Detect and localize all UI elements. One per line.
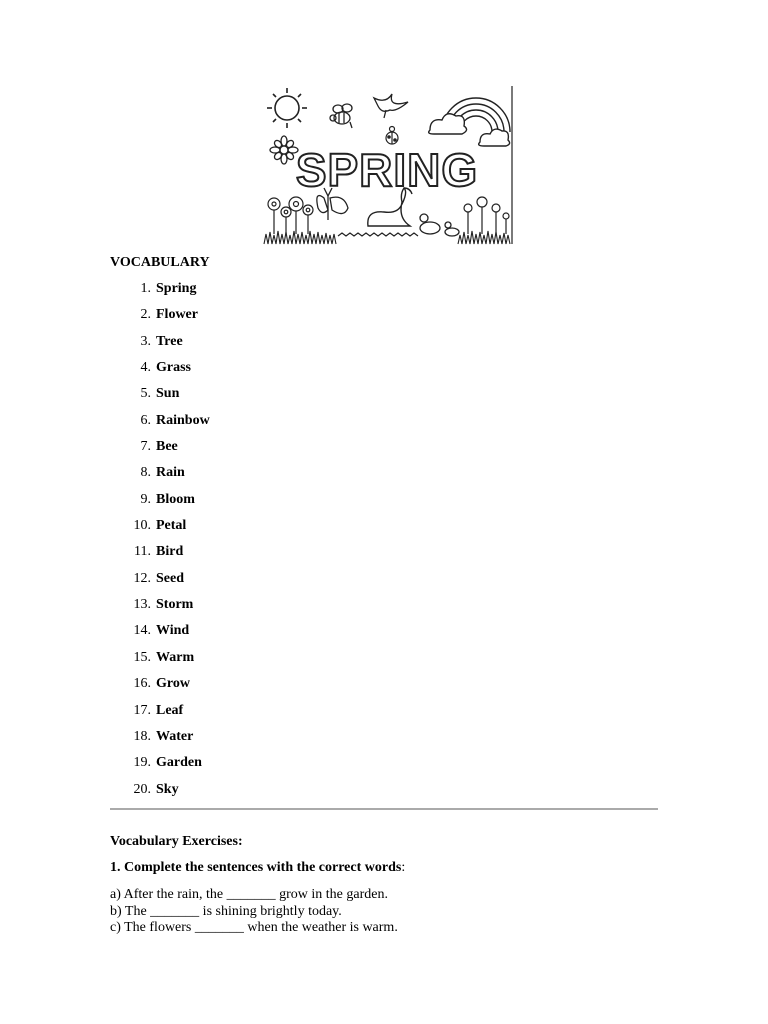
spring-illustration	[262, 84, 514, 246]
vocab-item	[110, 360, 410, 386]
vocab-item	[110, 465, 410, 491]
cloud-icon	[429, 114, 510, 146]
vocab-item	[110, 597, 410, 623]
vocab-item	[110, 439, 410, 465]
vocab-number: 20.	[133, 781, 151, 797]
vocab-word: Sky	[156, 781, 179, 797]
vocab-item	[110, 386, 410, 412]
vocab-word: Petal	[156, 518, 187, 534]
vocab-word: Tree	[156, 333, 183, 349]
vocab-word: Bee	[156, 439, 178, 455]
vocab-number: 10.	[133, 518, 151, 534]
vocab-item	[110, 281, 410, 307]
vocab-number: 17.	[133, 702, 151, 718]
vocabulary-list	[110, 281, 410, 808]
vocab-item	[110, 703, 410, 729]
vocab-number: 11.	[134, 544, 151, 560]
vocab-word: Sun	[156, 386, 180, 402]
vocab-number: 19.	[133, 755, 151, 771]
vocab-word: Storm	[156, 597, 194, 613]
bee-icon	[330, 104, 352, 128]
vocab-number: 3.	[140, 333, 151, 349]
vocab-item	[110, 334, 410, 360]
vocab-number: 1.	[140, 281, 151, 296]
vocab-word: Grass	[156, 360, 191, 376]
vocab-word: Rain	[156, 465, 185, 481]
exercise-instruction	[110, 860, 405, 876]
flowers-row-icon	[268, 197, 313, 234]
vocab-word: Grow	[156, 676, 190, 692]
vocab-number: 13.	[133, 597, 151, 613]
vocab-item	[110, 492, 410, 518]
vocab-number: 5.	[140, 386, 151, 402]
flower-icon	[270, 136, 298, 164]
exercises-title: Vocabulary Exercises:	[110, 834, 243, 849]
vocab-word: Warm	[156, 649, 195, 665]
water-waves-icon	[338, 233, 418, 236]
vocab-number: 7.	[140, 439, 151, 455]
exercise-instruction-text: 1. Complete the sentences with the correct words	[110, 860, 402, 875]
section-divider	[110, 808, 658, 810]
vocab-number: 16.	[133, 676, 151, 692]
bird-icon	[374, 94, 408, 118]
exercise-instruction-suffix: :	[401, 860, 406, 875]
vocab-word: Bird	[156, 544, 184, 560]
vocab-number: 6.	[140, 412, 151, 428]
vocab-item	[110, 571, 410, 597]
vocab-word: Leaf	[156, 702, 184, 718]
vocab-item	[110, 729, 410, 755]
ladybug-icon	[386, 127, 398, 145]
vocab-number: 14.	[133, 623, 151, 639]
vocab-word: Seed	[156, 570, 184, 586]
exercise-sentence: b) The _______ is shining brightly today.	[110, 903, 342, 919]
vocab-word: Rainbow	[156, 412, 210, 428]
vocab-number: 8.	[140, 465, 151, 481]
vocab-number: 15.	[133, 649, 151, 665]
grass-icon	[264, 231, 510, 244]
vocab-word: Wind	[156, 623, 190, 639]
vocab-number: 18.	[133, 728, 151, 744]
exercise-sentence: a) After the rain, the _______ grow in the garden.	[110, 887, 388, 902]
vocab-number: 12.	[133, 570, 151, 586]
duck-icon	[420, 214, 459, 236]
vocab-item	[110, 413, 410, 439]
vocab-word: Garden	[156, 755, 202, 771]
vocab-item	[110, 623, 410, 649]
vocab-item	[110, 650, 410, 676]
sun-icon	[267, 88, 307, 128]
vocab-word: Water	[156, 728, 194, 744]
vocab-word: Flower	[156, 307, 198, 323]
vocab-word: Spring	[156, 281, 197, 296]
vocab-item	[110, 755, 410, 781]
exercise-sentences	[110, 887, 398, 937]
vocab-number: 9.	[140, 491, 151, 507]
vocab-number: 4.	[140, 360, 151, 376]
vocab-item	[110, 782, 410, 808]
vocab-item	[110, 307, 410, 333]
vocab-item	[110, 518, 410, 544]
vocab-word: Bloom	[156, 491, 195, 507]
vocab-item	[110, 544, 410, 570]
spring-title-text: SPRING	[295, 144, 479, 196]
exercise-sentence: c) The flowers _______ when the weather is warm.	[110, 920, 398, 935]
daisies-icon	[464, 197, 509, 234]
vocabulary-heading: VOCABULARY	[110, 255, 210, 270]
vocab-item	[110, 676, 410, 702]
vocab-number: 2.	[140, 307, 151, 323]
